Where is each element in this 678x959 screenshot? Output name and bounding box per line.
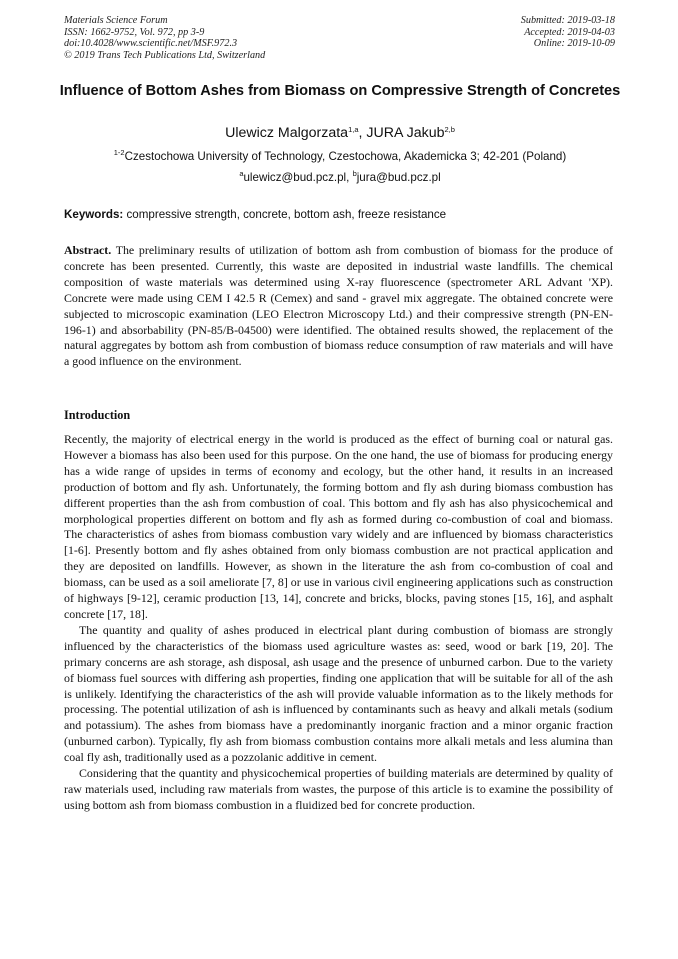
online-date: Online: 2019-10-09 [533, 38, 615, 50]
dates-header [385, 15, 615, 50]
keywords-text: compressive strength, concrete, bottom ash, freeze resistance [123, 208, 447, 221]
keywords [64, 207, 624, 222]
journal-name: Materials Science Forum [64, 15, 168, 26]
author-separator: , [358, 125, 367, 141]
email-2: jura@bud.pcz.pl [356, 171, 441, 184]
email-1: ulewicz@bud.pcz.pl, [243, 171, 353, 184]
affiliation-superscript: 1-2 [113, 148, 125, 157]
journal-header [64, 15, 394, 61]
abstract-text: The preliminary results of utilization of bottom ash from combustion of biomass for the produce of concrete has been presented. Currently, this waste are deposited in industrial waste landfills. The chemical composition of waste materials was determined using X-ray fluorescence (spectrometer ARL Advant 'XP). Concrete were made using CEM I 42.5 R (Cemex) and sand - gravel mix aggregate. The obtained concrete were subjected to microscopic examination (LEO Electron Microscopy Ltd.) and their compressive strength (PN-EN-196-1) and absorbability (PN-85/B-04500) were identified. The obtained results showed, the replacement of the natural aggregates by bottom ash from combustion of biomass reduce consumption of raw materials and will have a good influence on the environment. [64, 243, 613, 369]
abstract [64, 243, 613, 370]
abstract-label: Abstract. [64, 243, 112, 257]
email-line [40, 171, 640, 185]
copyright-line: © 2019 Trans Tech Publications Ltd, Switzerland [64, 49, 266, 61]
author-line [40, 124, 640, 142]
accepted-date: Accepted: 2019-04-03 [524, 26, 615, 38]
section-heading-introduction: Introduction [64, 408, 131, 422]
introduction-body [64, 432, 613, 814]
submitted-date: Submitted: 2019-03-18 [520, 15, 615, 26]
keywords-label: Keywords: [64, 208, 124, 221]
author-2: JURA Jakub [366, 125, 445, 141]
affiliation [40, 150, 640, 164]
author-2-superscript: 2,b [444, 125, 455, 134]
doi-line: doi:10.4028/www.scientific.net/MSF.972.3 [64, 38, 238, 50]
author-1: Ulewicz Malgorzata [225, 125, 349, 141]
affiliation-text: Czestochowa University of Technology, Czestochowa, Akademicka 3; 42-201 (Poland) [124, 150, 567, 163]
paragraph: Considering that the quantity and physicochemical properties of building materials are determined by quality of raw materials used, including raw materials from wastes, the purpose of this article is to examine the possibility of using bottom ash from biomass combustion in a fluidized bed for concrete production. [64, 766, 613, 812]
email-2-superscript: b [352, 169, 357, 178]
issn-line: ISSN: 1662-9752, Vol. 972, pp 3-9 [64, 26, 205, 38]
email-1-superscript: a [239, 169, 244, 178]
author-1-superscript: 1,a [348, 125, 359, 134]
paragraph: Recently, the majority of electrical energy in the world is produced as the effect of burning coal or natural gas. However a biomass has also been used for this purpose. On the one hand, the use of biomass for producing energy has a wide range of upsides in terms of economy and ecology, but the other hand, it results in an increased production of bottom and fly ash. Unfortunately, the forming bottom and fly ash during biomass combustion has different properties than the ash from combustion of coal. This bottom and fly ash has also physicochemical and morphological properties different on bottom and fly ash as formed during co-combustion of coal and biomass. The characteristics of ashes from biomass combustion vary widely and are influenced by biomass characteristics [1-6]. Presently bottom and fly ashes obtained from only biomass combustion are not practical application and they are deposited on landfills. However, as shown in the literature the ash from co-combustion of coal and biomass, can be used as a soil ameliorate [7, 8] or use in various civil engineering applications such as construction of highways [9-12], ceramic production [13, 14], concrete and bricks, blocks, paving stones [15, 16], and asphalt concrete [17, 18]. [64, 432, 613, 621]
paragraph: The quantity and quality of ashes produced in electrical plant during combustion of biomass are strongly influenced by the characteristics of the biomass used agriculture wastes as: seed, wood or bark [19, 20]. The primary concerns are ash storage, ash disposal, ash usage and the presence of unburned carbon. Due to the variety of biomass fuel sources with differing ash properties, finding one application that will be suitable for all of the ash is unlikely. Identifying the characteristics of the ash will provide valuable information as to the likely methods for processing. The potential utilization of ash is influenced by contaminants such as heavy and alkali metals (sodium and potassium). The ashes from biomass have a predominantly inorganic fraction and a minor organic fraction (unburned carbon). Typically, fly ash from biomass combustion contains more alkali metals and less alumina than coal fly ash, traditionally used as a pozzolanic additive in cement. [64, 622, 613, 765]
paper-title: Influence of Bottom Ashes from Biomass on Compressive Strength of Concretes [59, 83, 621, 99]
